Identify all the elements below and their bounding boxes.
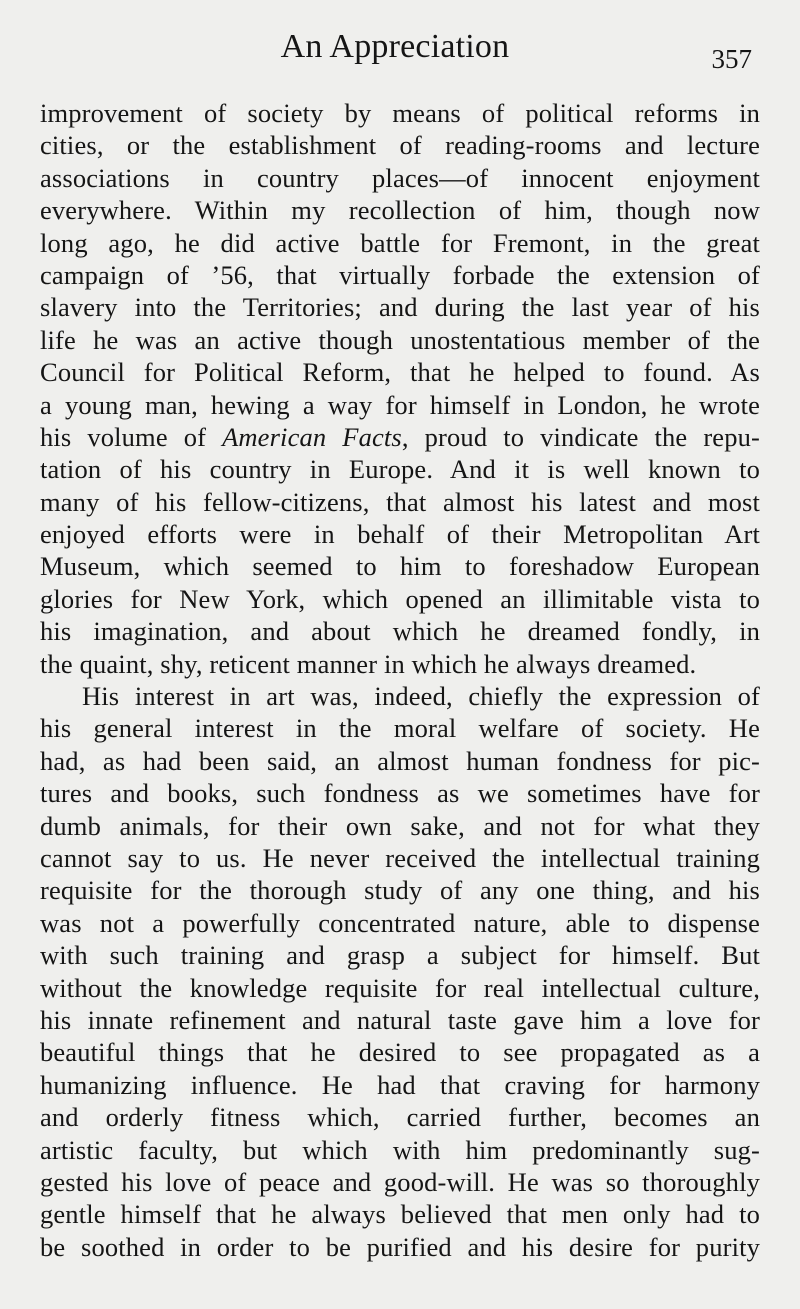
text-line: everywhere. Within my recollection of him, though now	[40, 195, 760, 226]
text-line: campaign of ’56, that virtually forbade the extension of	[40, 259, 760, 290]
text-line: glories for New York, which opened an illimitable vista to	[40, 583, 760, 614]
text-run: his volume of	[40, 421, 223, 452]
text-line: had, as had been said, an almost human fondness for pic-	[40, 745, 760, 776]
text-line: cannot say to us. He never received the intellectual training	[40, 842, 760, 873]
text-line: tation of his country in Europe. And it is well known to	[40, 454, 760, 485]
text-line: humanizing influence. He had that craving for harmony	[40, 1069, 760, 1100]
book-title-italic: American Facts	[222, 421, 402, 452]
text-line: be soothed in order to be purified and his desire for purity	[40, 1231, 760, 1262]
text-line: with such training and grasp a subject for himself. But	[40, 940, 760, 971]
text-line: requisite for the thorough study of any one thing, and his	[40, 875, 760, 906]
page-number: 357	[711, 44, 752, 74]
text-line: Museum, which seemed to him to foreshadow European	[40, 551, 760, 582]
running-title: An Appreciation	[280, 28, 510, 65]
text-line: long ago, he did active battle for Fremont, in the great	[40, 227, 760, 258]
running-head	[0, 22, 800, 78]
text-line: improvement of society by means of political reforms in	[40, 98, 760, 128]
text-line: his general interest in the moral welfare of society. He	[40, 713, 760, 744]
text-line: slavery into the Territories; and during the last year of his	[40, 292, 760, 323]
text-line: artistic faculty, but which with him predominantly sug-	[40, 1134, 760, 1165]
text-line: without the knowledge requisite for real intellectual culture,	[40, 972, 760, 1003]
text-line: cities, or the establishment of reading-rooms and lecture	[40, 130, 760, 161]
text-line: many of his fellow-citizens, that almost his latest and most	[40, 486, 760, 517]
text-run: , proud to vindicate the repu-	[401, 421, 760, 452]
text-line: was not a powerfully concentrated nature, able to dispense	[40, 907, 760, 938]
text-line: associations in country places—of innocent enjoyment	[40, 162, 760, 193]
text-line: and orderly fitness which, carried further, becomes an	[40, 1102, 760, 1133]
text-line: a young man, hewing a way for himself in London, he wrote	[40, 389, 760, 420]
text-line: enjoyed efforts were in behalf of their Metropolitan Art	[40, 519, 760, 550]
text-line: his imagination, and about which he dreamed fondly, in	[40, 616, 760, 647]
text-line: Council for Political Reform, that he helped to found. As	[40, 357, 760, 388]
text-line: dumb animals, for their own sake, and not for what they	[40, 810, 760, 841]
text-line: tures and books, such fondness as we sometimes have for	[40, 778, 760, 809]
text-line: beautiful things that he desired to see propagated as a	[40, 1037, 760, 1068]
text-line: the quaint, shy, reticent manner in which he always dreamed.	[40, 648, 697, 679]
text-line: gentle himself that he always believed that men only had to	[40, 1199, 760, 1230]
body-text	[40, 97, 760, 1263]
text-line: his innate refinement and natural taste gave him a love for	[40, 1004, 760, 1035]
text-line: life he was an active though unostentatious member of the	[40, 324, 760, 355]
paragraph-first-line: His interest in art was, indeed, chiefly the expression of	[82, 681, 760, 712]
text-line	[40, 421, 760, 453]
text-line: gested his love of peace and good-will. He was so thoroughly	[40, 1166, 760, 1197]
